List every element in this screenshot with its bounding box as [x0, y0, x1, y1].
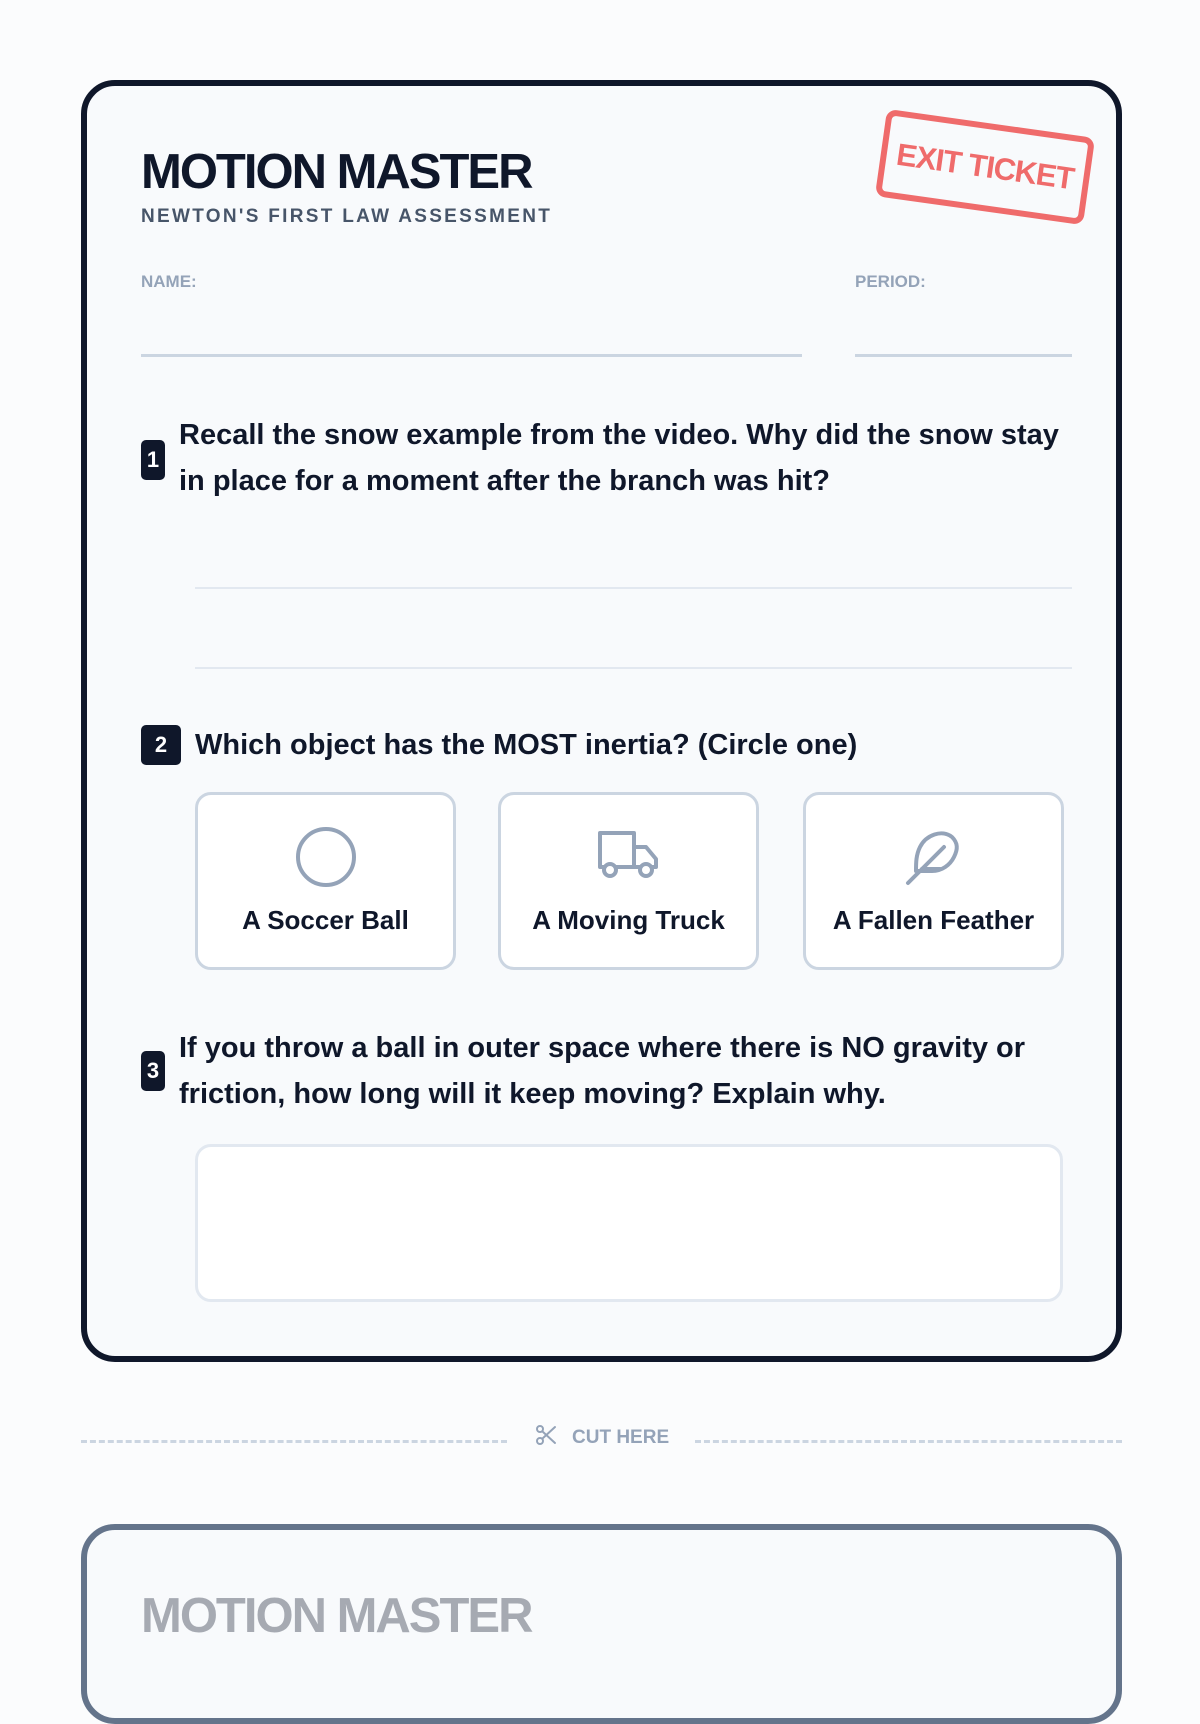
exit-ticket-card: [81, 80, 1122, 1362]
name-field[interactable]: [141, 354, 802, 357]
name-label: NAME:: [141, 272, 197, 291]
ticket-2-title: MOTION MASTER: [141, 1589, 532, 1643]
ticket-subtitle: NEWTON'S FIRST LAW ASSESSMENT: [141, 206, 553, 227]
question-2-text: Which object has the MOST inertia? (Circle one): [195, 729, 858, 761]
period-label: PERIOD:: [855, 272, 926, 291]
question-3-text: If you throw a ball in outer space where there is NO gravity or friction, how long will it keep moving? Explain why.: [179, 1032, 1026, 1110]
option-label: A Moving Truck: [532, 905, 725, 935]
option-label: A Fallen Feather: [832, 905, 1035, 935]
truck-icon: [501, 825, 756, 883]
exit-ticket-card-2: [81, 1524, 1122, 1724]
scissors-icon: [534, 1423, 558, 1452]
option-label: A Soccer Ball: [242, 905, 409, 935]
question-3-number: 3: [141, 1051, 165, 1091]
exit-ticket-stamp: EXIT TICKET: [875, 109, 1095, 225]
question-1-text: Recall the snow example from the video. Why did the snow stay in place for a moment after the branch was hit?: [179, 419, 1059, 497]
question-2-number: 2: [141, 725, 181, 765]
option-soccer-ball[interactable]: [195, 792, 456, 970]
cut-line-right: [695, 1440, 1122, 1443]
feather-icon: [806, 825, 1061, 889]
question-1-number: 1: [141, 440, 165, 480]
period-field[interactable]: [855, 354, 1072, 357]
cut-line-left: [81, 1440, 507, 1443]
question-1-answer-line-2[interactable]: [195, 667, 1072, 669]
question-1-answer-line-1[interactable]: [195, 587, 1072, 589]
option-fallen-feather[interactable]: [803, 792, 1064, 970]
ticket-title: MOTION MASTER: [141, 145, 532, 199]
cut-here-marker: [534, 1423, 669, 1452]
circle-icon: [198, 825, 453, 889]
cut-here-label: CUT HERE: [572, 1426, 670, 1448]
question-3-answer-box[interactable]: [195, 1144, 1063, 1302]
option-moving-truck[interactable]: [498, 792, 759, 970]
